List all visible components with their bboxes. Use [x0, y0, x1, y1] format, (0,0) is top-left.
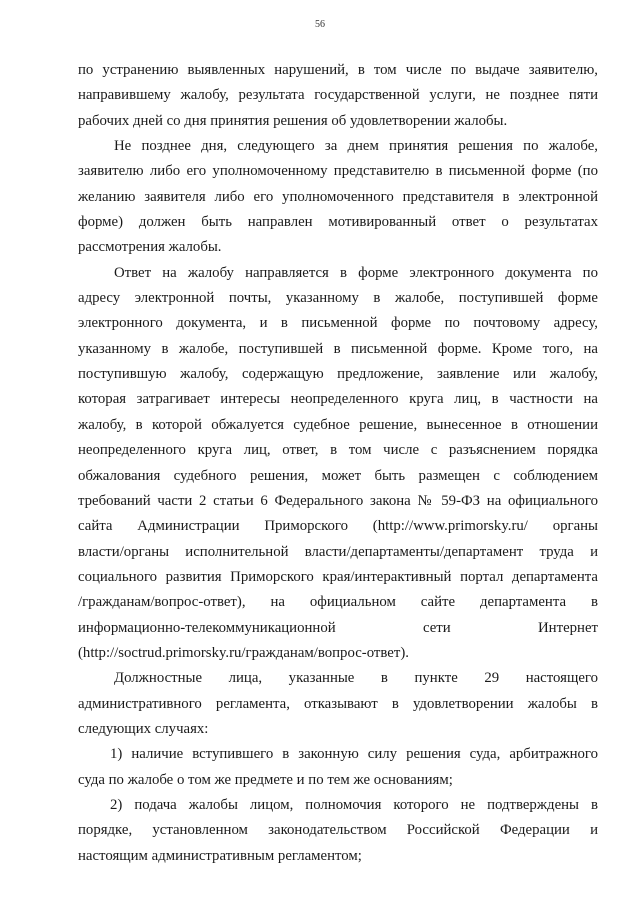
paragraph — [78, 134, 598, 261]
text-line: по устранению выявленных нарушений, в том числе по выдаче заявителю, — [78, 62, 598, 78]
text-line: указанному в жалобе, поступившей в письменной форме. Кроме того, на — [78, 340, 598, 357]
text-line: /гражданам/вопрос-ответ), на официальном сайте департамента в — [78, 594, 598, 611]
page-number: 56 — [315, 19, 325, 30]
paragraph — [78, 742, 598, 793]
paragraph — [78, 261, 598, 667]
text-line: суда по жалобе о том же предмете и по тем же основаниям; — [78, 771, 453, 788]
text-line: рабочих дней со дня принятия решения об удовлетворении жалобы. — [78, 112, 508, 129]
paragraph — [78, 58, 598, 134]
text-line: неопределенного круга лиц, ответ, в том числе с разъяснением порядка — [78, 442, 598, 459]
text-line: требований части 2 статьи 6 Федерального закона № 59-ФЗ на официального — [78, 492, 598, 509]
text-line: Ответ на жалобу направляется в форме электронного документа по — [114, 264, 598, 281]
text-line: адресу электронной почты, указанному в жалобе, поступившей форме — [78, 290, 598, 307]
text-line: заявителю либо его уполномоченному представителю в письменной форме (по — [78, 163, 598, 180]
text-line: 1) наличие вступившего в законную силу решения суда, арбитражного — [110, 746, 598, 763]
text-line: информационно-телекоммуникационной сети Интернет — [78, 619, 598, 636]
text-line: поступившую жалобу, содержащую предложение, заявление или жалобу, — [78, 366, 598, 383]
text-line: которая затрагивает интересы неопределенного круга лиц, в частности на — [78, 391, 598, 408]
text-line: настоящим административным регламентом; — [78, 847, 362, 864]
text-line: 2) подача жалобы лицом, полномочия которого не подтверждены в — [110, 796, 598, 813]
text-line: рассмотрения жалобы. — [78, 239, 222, 256]
text-line: порядке, установленном законодательством Российской Федерации и — [78, 822, 598, 839]
text-line: желанию заявителя либо его уполномоченного представителя в электронной — [78, 188, 598, 205]
text-line: жалобу, в которой обжалуется судебное решение, вынесенное в отношении — [78, 416, 598, 433]
text-line: социального развития Приморского края/интерактивный портал департамента — [78, 568, 598, 585]
text-line: (http://soctrud.primorsky.ru/гражданам/вопрос-ответ). — [78, 644, 409, 661]
text-line: обжалования судебного решения, может быть размещен с соблюдением — [78, 467, 598, 484]
text-line: сайта Администрации Приморского (http://www.primorsky.ru/ органы — [78, 518, 598, 535]
document-body — [78, 58, 598, 869]
paragraph — [78, 793, 598, 869]
text-line: власти/органы исполнительной власти/департаменты/департамент труда и — [78, 543, 598, 560]
text-line: Должностные лица, указанные в пункте 29 настоящего — [114, 670, 598, 687]
text-line: электронного документа, и в письменной форме по почтовому адресу, — [78, 315, 598, 332]
text-line: следующих случаях: — [78, 720, 209, 737]
text-line: направившему жалобу, результата государственной услуги, не позднее пяти — [78, 87, 598, 104]
paragraph — [78, 666, 598, 742]
text-line: Не позднее дня, следующего за днем принятия решения по жалобе, — [114, 138, 598, 155]
text-line: форме) должен быть направлен мотивированный ответ о результатах — [78, 214, 598, 231]
text-line: административного регламента, отказывают в удовлетворении жалобы в — [78, 695, 598, 712]
